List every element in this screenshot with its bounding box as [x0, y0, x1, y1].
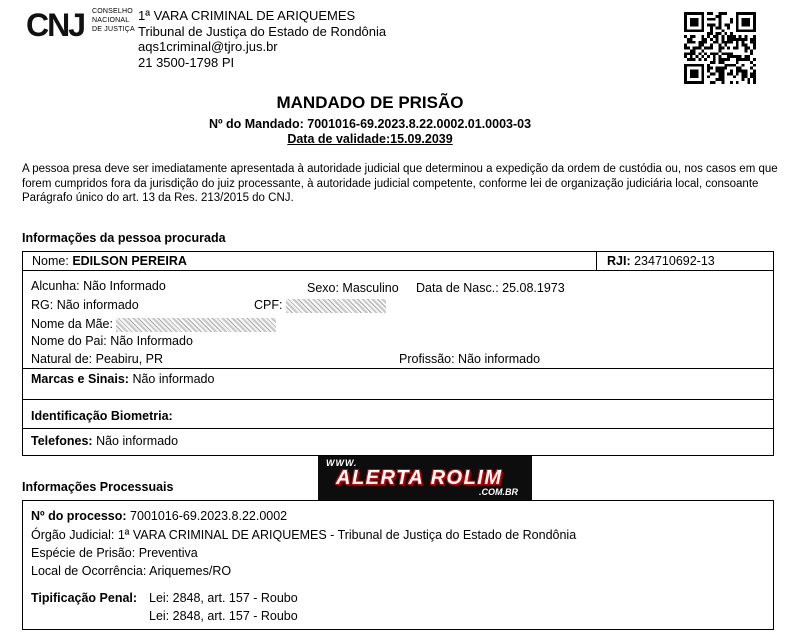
sexo-field: Sexo: Masculino	[307, 281, 399, 295]
occurrence-place-field: Local de Ocorrência: Ariquemes/RO	[31, 564, 232, 578]
document-title: MANDADO DE PRISÃO	[276, 93, 464, 112]
cnj-caption-line: CONSELHO	[92, 8, 133, 15]
rg-field: RG: Não informado	[31, 298, 139, 312]
rji-label: RJI:	[607, 254, 631, 268]
phones-box	[22, 428, 774, 456]
person-section-title: Informações da pessoa procurada	[22, 231, 226, 245]
court-header	[138, 8, 386, 70]
watermark-www: WWW.	[326, 458, 358, 468]
court-phone: 21 3500-1798 PI	[138, 54, 235, 70]
mother-field	[31, 317, 276, 332]
tribunal-name: Tribunal de Justiça do Estado de Rondônia	[138, 23, 387, 39]
cpf-field	[254, 298, 386, 313]
validity-date: Data de validade:15.09.2039	[287, 132, 453, 146]
rji-field	[607, 254, 715, 268]
cnj-caption	[92, 7, 135, 34]
rji-value: 234710692-13	[634, 254, 715, 268]
process-section-title: Informações Processuais	[22, 480, 174, 494]
penal-label: Tipificação Penal:	[31, 591, 138, 605]
court-email[interactable]: aqs1criminal@tjro.jus.br	[138, 39, 278, 54]
name-label: Nome:	[32, 254, 69, 268]
marks-field	[31, 372, 214, 386]
cpf-redacted	[286, 299, 386, 313]
phones-value: Não informado	[96, 434, 179, 448]
father-field: Nome do Pai: Não Informado	[31, 334, 193, 348]
court-name: 1ª VARA CRIMINAL DE ARIQUEMES	[138, 8, 356, 23]
intro-paragraph: A pessoa presa deve ser imediatamente apresentada à autoridade judicial que determinou a expedição da ordem de custódia ou, nos casos em que forem cumpridos fora da jurisdição do juiz processante, à autoridade judicial competente, conforme lei de organização judiciária local, consoante Parágrafo único do art. 13 da Res. 213/2015 do CNJ.	[22, 163, 778, 204]
penal-item: Lei: 2848, art. 157 - Roubo	[149, 609, 298, 623]
cnj-caption-line: DE JUSTIÇA	[92, 26, 135, 33]
cnj-logo	[26, 8, 90, 40]
alerta-rolim-watermark	[318, 456, 532, 500]
alcunha-field: Alcunha: Não Informado	[31, 279, 166, 293]
mandado-number: Nº do Mandado: 7001016-69.2023.8.22.0002.01.0003-03	[208, 117, 532, 131]
court-organ-field: Órgão Judicial: 1ª VARA CRIMINAL DE ARIQUEMES - Tribunal de Justiça do Estado de Rondônia	[31, 528, 577, 542]
marks-value: Não informado	[132, 372, 215, 386]
penal-item: Lei: 2848, art. 157 - Roubo	[149, 591, 298, 605]
name-value: EDILSON PEREIRA	[72, 254, 187, 268]
mother-label: Nome da Mãe:	[31, 317, 113, 331]
process-number-field	[31, 509, 287, 523]
birthplace-field: Natural de: Peabiru, PR	[31, 352, 164, 366]
phones-field	[31, 434, 178, 448]
name-field	[32, 254, 187, 268]
svg-text:CNJ: CNJ	[26, 8, 85, 40]
watermark-name: ALERTA ROLIM	[336, 467, 503, 489]
name-divider	[596, 252, 597, 270]
profession-field: Profissão: Não informado	[399, 352, 541, 366]
process-number-label: Nº do processo:	[31, 509, 127, 523]
person-details-box	[22, 270, 774, 369]
process-box	[22, 500, 774, 630]
phones-label: Telefones:	[31, 434, 93, 448]
cnj-caption-line: NACIONAL	[92, 17, 130, 24]
name-row	[22, 251, 774, 271]
marks-label: Marcas e Sinais:	[31, 372, 129, 386]
watermark-domain: .COM.BR	[479, 487, 518, 497]
cpf-label: CPF:	[254, 298, 283, 312]
marks-box	[22, 368, 774, 400]
birthdate-field: Data de Nasc.: 25.08.1973	[416, 281, 565, 295]
biometry-box	[22, 399, 774, 429]
mother-redacted	[116, 318, 276, 332]
qr-code	[684, 12, 756, 84]
arrest-type-field: Espécie de Prisão: Preventiva	[31, 546, 198, 560]
biometry-label: Identificação Biometria:	[31, 409, 173, 423]
process-number-value: 7001016-69.2023.8.22.0002	[130, 509, 288, 523]
